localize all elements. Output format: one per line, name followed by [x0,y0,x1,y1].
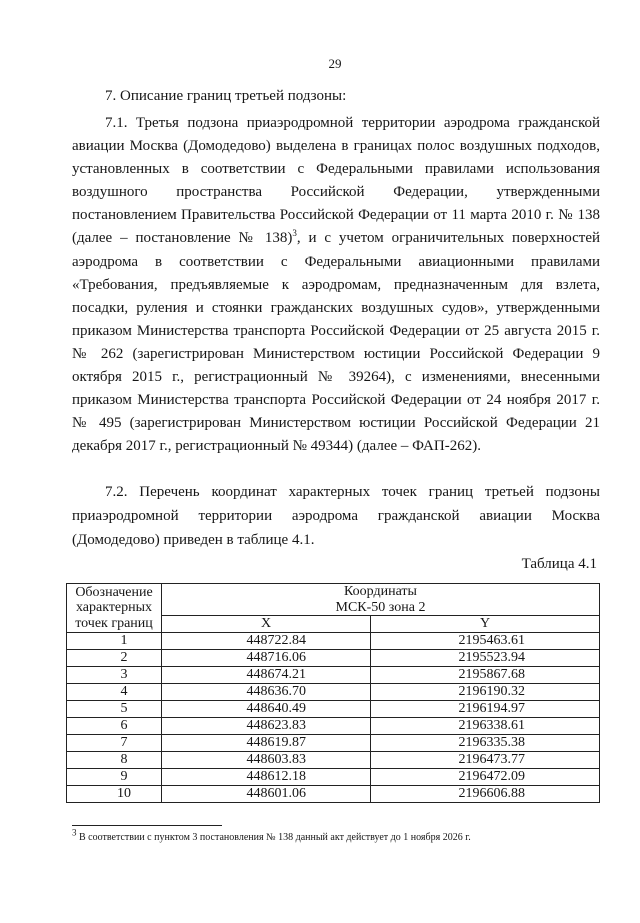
point-cell: 6 [67,717,162,734]
x-cell: 448612.18 [162,768,371,785]
point-cell: 4 [67,683,162,700]
point-cell: 7 [67,734,162,751]
table-row [67,751,600,768]
x-cell: 448619.87 [162,734,371,751]
header-coordinates-line: Координаты [344,584,417,599]
table-caption: Таблица 4.1 [521,556,597,572]
y-cell: 2195867.68 [371,666,600,683]
x-cell: 448636.70 [162,683,371,700]
x-cell: 448674.21 [162,666,371,683]
header-points-line: Обозначение [75,584,153,600]
paragraph-7-1-text-b: , и с учетом ограничительных поверхностей аэродрома в соответствии с Федеральными авиационными правилами «Требования, предъявляемые к аэродромам, предназначенным для взлета, посадки, руления и стоянки гражданских воздушных судов», утвержденными приказом Министерства транспорта Российской Федерации от 25 августа 2015 г. № 262 (зарегистрирован Министерством юстиции Российской Федерации 9 октября 2015 г., регистрационный № 39264), с изменениями, внесенными приказом Министерства транспорта Российской Федерации от 24 ноября 2017 г. № 495 (зарегистрирован Министерством юстиции Российской Федерации 21 декабря 2017 г., регистрационный № 49344) (далее – ФАП-262). [72,230,601,455]
table-row [67,768,600,785]
point-cell: 9 [67,768,162,785]
table-row [67,666,600,683]
y-cell: 2195523.94 [371,649,600,666]
table-row [67,649,600,666]
y-cell: 2196190.32 [371,683,600,700]
x-cell: 448603.83 [162,751,371,768]
x-cell: 448722.84 [162,632,371,649]
table-row [67,717,600,734]
header-points-line: точек границ [75,615,153,631]
y-cell: 2196472.09 [371,768,600,785]
header-points [67,584,162,633]
coordinates-table [66,583,600,803]
point-cell: 5 [67,700,162,717]
point-cell: 1 [67,632,162,649]
y-cell: 2196338.61 [371,717,600,734]
point-cell: 10 [67,785,162,802]
header-coordinates-line: МСК-50 зона 2 [335,599,426,615]
x-cell: 448716.06 [162,649,371,666]
point-cell: 8 [67,751,162,768]
point-cell: 3 [67,666,162,683]
footnote-mark: 3 [72,827,77,838]
y-cell: 2196606.88 [371,785,600,802]
footnote-reference: 3 [292,228,297,239]
x-cell: 448601.06 [162,785,371,802]
point-cell: 2 [67,649,162,666]
y-cell: 2196194.97 [371,700,600,717]
footnote-text: В соответствии с пунктом 3 постановления № 138 данный акт действует до 1 ноября 2026 г. [76,832,471,843]
y-cell: 2196335.38 [371,734,600,751]
table-row [67,683,600,700]
header-coordinates [162,584,600,616]
footnote-rule [72,825,222,826]
header-x: X [162,616,371,633]
paragraph-7-2: 7.2. Перечень координат характерных точек границ третьей подзоны приаэродромной территории аэродрома гражданской авиации Москва (Домодедово) приведен в таблице 4.1. [72,484,600,548]
y-cell: 2195463.61 [371,632,600,649]
x-cell: 448623.83 [162,717,371,734]
paragraph-7-1 [72,112,600,458]
page-number: 29 [328,56,342,71]
x-cell: 448640.49 [162,700,371,717]
header-points-line: характерных [75,600,153,615]
footnote [72,827,471,843]
section-heading: 7. Описание границ третьей подзоны: [105,88,347,104]
table-row [67,785,600,802]
table-body [67,632,600,802]
y-cell: 2196473.77 [371,751,600,768]
paragraph-7-1-text-a: 7.1. Третья подзона приаэродромной территории аэродрома гражданской авиации Москва (Домодедово) выделена в границах полос воздушных подходов, установленных в соответствии с Федеральными правилами использования воздушного пространства Российской Федерации, утвержденными постановлением Правительства Российской Федерации от 11 марта 2010 г. № 138 (далее – постановление № 138) [72,115,600,247]
table-row [67,700,600,717]
table-row [67,632,600,649]
table-row [67,734,600,751]
header-y: Y [371,616,600,633]
